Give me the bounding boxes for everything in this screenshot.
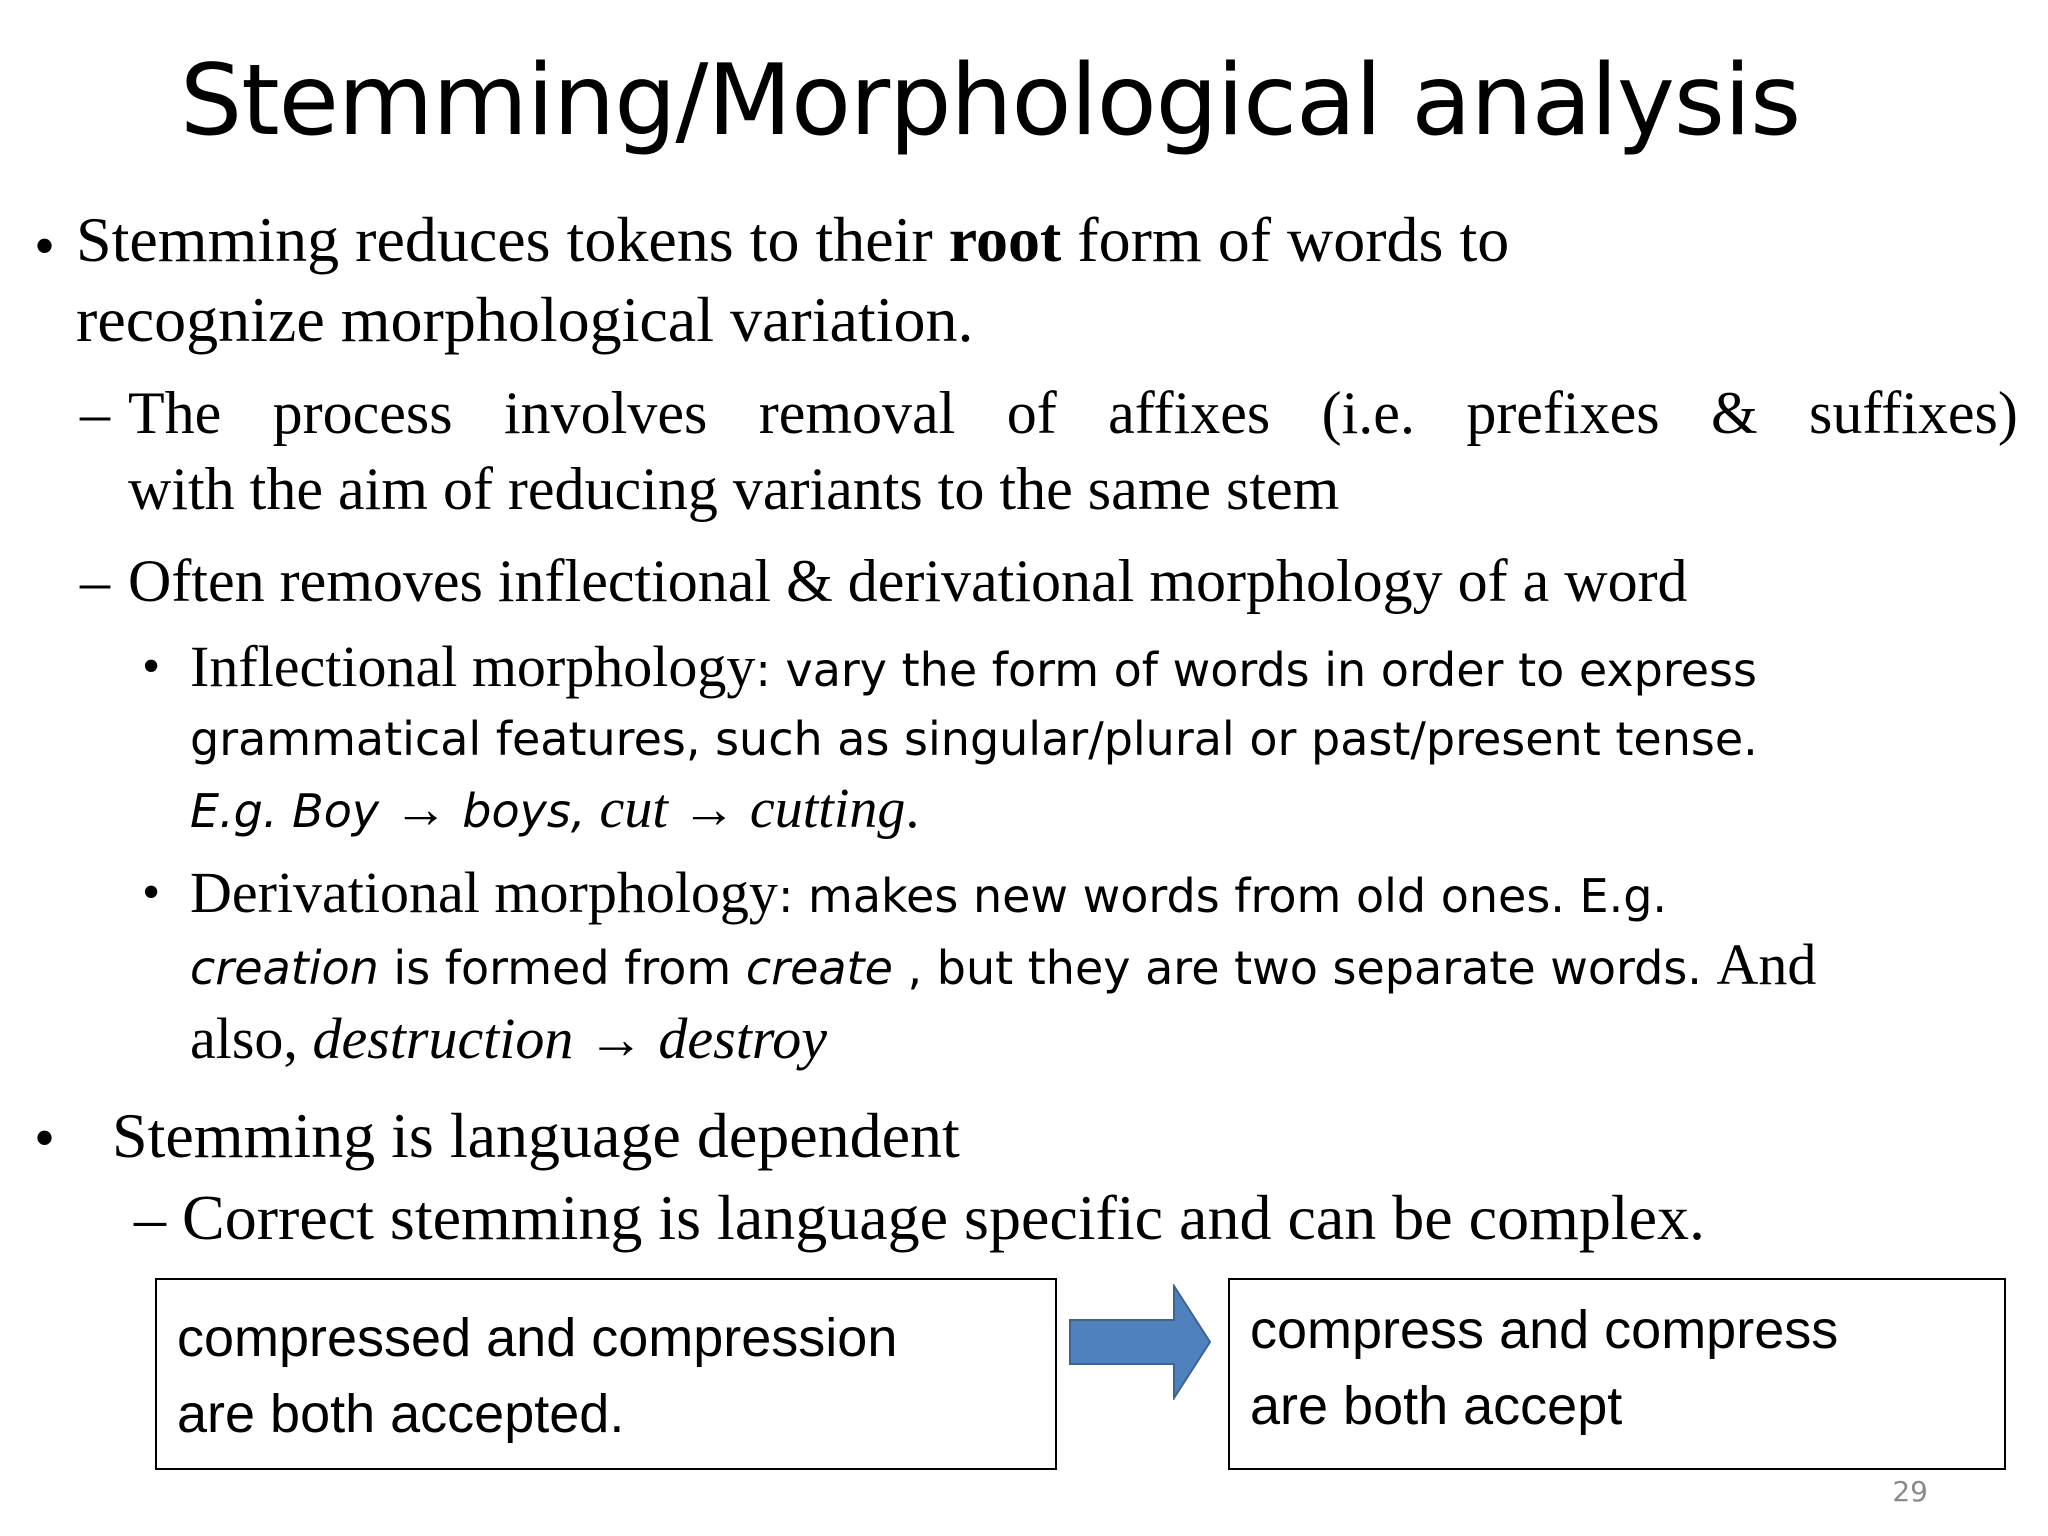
- bullet-1-line-2: recognize morphological variation.: [76, 284, 974, 355]
- example-input-box: [155, 1278, 1057, 1470]
- bullet-2-sub-text: Correct stemming is language specific and can be complex.: [166, 1182, 1706, 1253]
- example-boy: E.g. Boy: [190, 784, 394, 838]
- bullet-1-text-post: form of words to: [1061, 204, 1510, 275]
- sub-1-dash: –: [80, 380, 110, 446]
- arrow-glyph-3: →: [587, 1009, 644, 1071]
- derivational-desc-2a: is formed from: [378, 941, 746, 995]
- justified-word: removal: [758, 380, 956, 446]
- example-input-line-2: are both accepted.: [177, 1384, 625, 1444]
- example-cutting: cutting: [735, 778, 906, 840]
- justified-word: involves: [504, 380, 708, 446]
- derivational-also: also,: [190, 1006, 313, 1071]
- derivational-desc-1: : makes new words from old ones. E.g.: [777, 869, 1668, 923]
- arrow-glyph-2: →: [681, 779, 736, 839]
- bullet-2-marker: •: [34, 1105, 56, 1171]
- bullet-2-text: Stemming is language dependent: [112, 1100, 960, 1171]
- sub-2-dash: –: [80, 548, 110, 614]
- bullet-1-marker: •: [34, 213, 56, 279]
- inflectional-desc-1: : vary the form of words in order to express: [755, 643, 1757, 697]
- example-period: .: [905, 778, 920, 840]
- word-destruction: destruction: [312, 1006, 588, 1071]
- bullet-2-sub: [134, 1178, 1705, 1258]
- derivational-line-3: [190, 1004, 827, 1089]
- inflectional-line-2: grammatical features, such as singular/plural or past/present tense.: [190, 712, 1758, 766]
- derivational-line-2: [190, 930, 1816, 1015]
- justified-word: of: [1006, 380, 1057, 446]
- bullet-1-line-1: [76, 200, 1509, 280]
- word-destroy: destroy: [643, 1006, 828, 1071]
- derivational-and: And: [1716, 932, 1817, 997]
- derivational-term: Derivational morphology: [190, 860, 778, 925]
- example-output-box: [1228, 1278, 2006, 1470]
- example-output-line-2: are both accept: [1250, 1376, 1623, 1436]
- arrow-glyph-1: →: [393, 779, 448, 839]
- bullet-2-sub-dash: –: [134, 1182, 166, 1253]
- justified-word: affixes: [1108, 380, 1271, 446]
- inflectional-example: [190, 774, 919, 858]
- inflectional-marker: •: [142, 638, 161, 695]
- derivational-marker: •: [142, 864, 161, 921]
- page-number: 29: [1892, 1475, 1928, 1508]
- justified-word: &: [1710, 380, 1758, 446]
- bullet-1-text-pre: Stemming reduces tokens to their: [76, 204, 949, 275]
- word-creation: creation: [190, 941, 379, 995]
- sub-1-line-1: [128, 376, 2018, 450]
- sub-2-text: Often removes inflectional & derivational morphology of a word: [128, 548, 1688, 614]
- slide-title: Stemming/Morphological analysis: [180, 44, 1801, 158]
- bullet-1-bold-root: root: [948, 204, 1062, 275]
- derivational-desc-2b: , but they are two separate words.: [892, 941, 1717, 995]
- justified-word: process: [272, 380, 453, 446]
- example-boys: boys,: [447, 784, 586, 838]
- example-cut: cut: [585, 778, 682, 840]
- word-create: create: [745, 941, 893, 995]
- inflectional-term: Inflectional morphology: [190, 634, 756, 699]
- justified-word: suffixes): [1809, 380, 2018, 446]
- right-arrow-icon: [1068, 1284, 1214, 1400]
- justified-word: prefixes: [1466, 380, 1660, 446]
- justified-word: The: [128, 380, 222, 446]
- justified-word: (i.e.: [1321, 380, 1415, 446]
- example-input-line-1: compressed and compression: [177, 1308, 898, 1368]
- sub-1-line-2: with the aim of reducing variants to the same stem: [128, 456, 1340, 522]
- example-output-line-1: compress and compress: [1250, 1300, 1839, 1360]
